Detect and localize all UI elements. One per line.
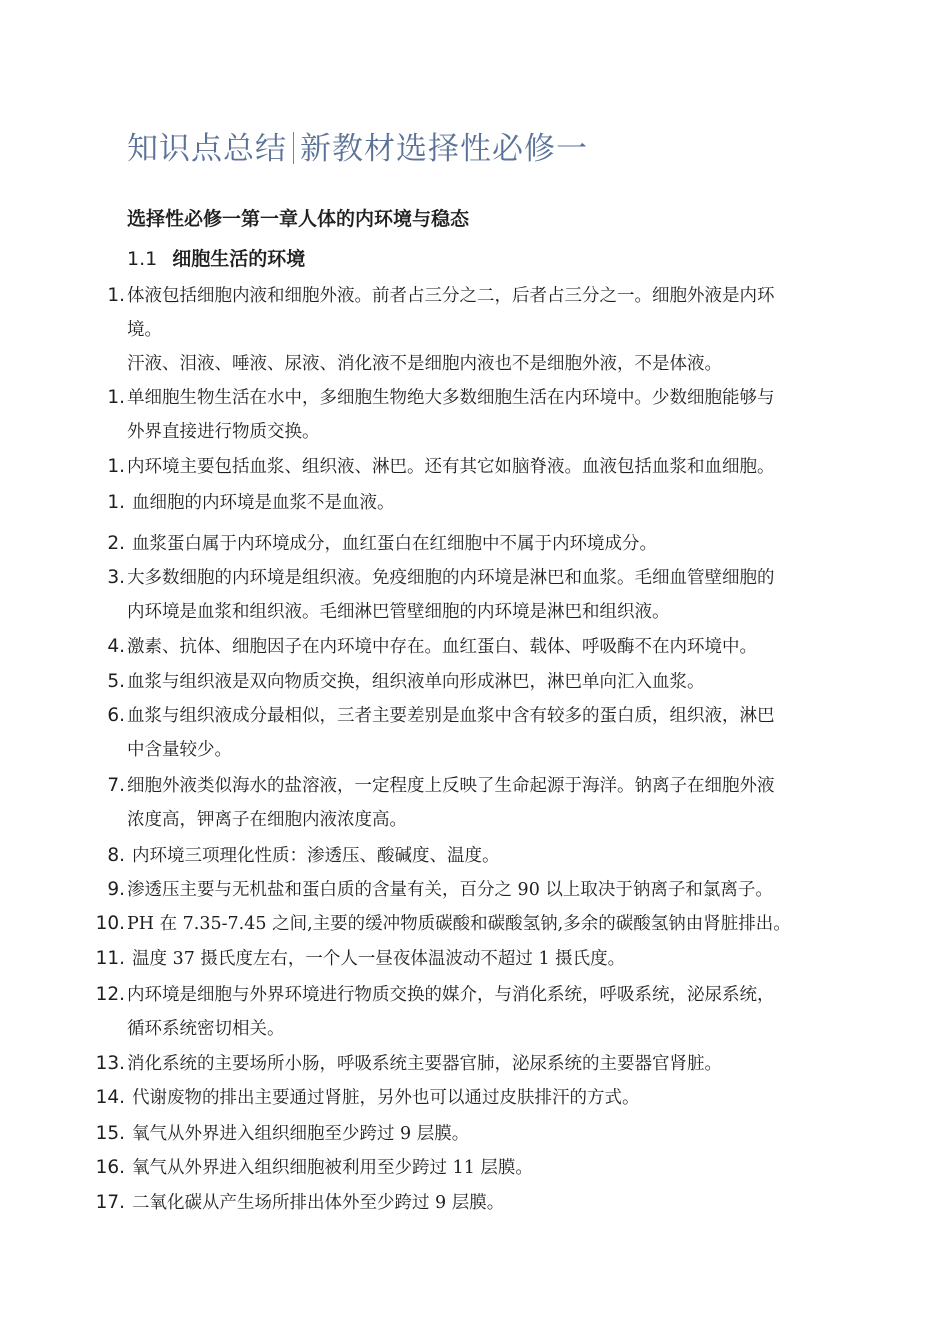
list-item: [0, 665, 950, 699]
item-number: 9.: [107, 879, 125, 900]
item-number: 6.: [107, 705, 125, 726]
list-item: [0, 873, 950, 907]
item-text: 血细胞的内环境是血浆不是血液。: [132, 493, 395, 513]
item-text: 内环境是血浆和组织液。毛细淋巴管壁细胞的内环境是淋巴和组织液。: [127, 602, 670, 622]
section-number: 1.1: [127, 248, 158, 270]
section-title: 细胞生活的环境: [172, 248, 306, 270]
item-text: 血浆与组织液成分最相似，三者主要差别是血浆中含有较多的蛋白质，组织液，淋巴: [127, 706, 775, 726]
item-text: 内环境三项理化性质：渗透压、酸碱度、温度。: [132, 846, 500, 866]
item-text: 氧气从外界进入组织细胞至少跨过 9 层膜。: [132, 1124, 470, 1144]
section-heading: [127, 245, 305, 273]
item-number: 4.: [107, 636, 125, 657]
item-number: 3.: [107, 567, 125, 588]
item-text: 体液包括细胞内液和细胞外液。前者占三分之二，后者占三分之一。细胞外液是内环: [127, 286, 775, 306]
item-number: 8.: [107, 845, 125, 866]
item-number: 11.: [95, 948, 125, 969]
title-separator: [293, 132, 294, 164]
item-text: 激素、抗体、细胞因子在内环境中存在。血红蛋白、载体、呼吸酶不在内环境中。: [127, 637, 757, 657]
list-item: [0, 630, 950, 664]
item-number: 14.: [95, 1087, 125, 1108]
list-item: [0, 1081, 950, 1115]
item-text: 消化系统的主要场所小肠，呼吸系统主要器官肺，泌尿系统的主要器官肾脏。: [127, 1054, 722, 1074]
item-number: 1.: [107, 456, 125, 477]
item-text: 血浆与组织液是双向物质交换，组织液单向形成淋巴，淋巴单向汇入血浆。: [127, 672, 705, 692]
chapter-heading: 选择性必修一第一章人体的内环境与稳态: [127, 208, 470, 230]
item-text: PH 在 7.35-7.45 之间,主要的缓冲物质碳酸和碳酸氢钠,多余的碳酸氢钠由肾脏排出。: [127, 914, 791, 934]
list-item: [0, 769, 950, 837]
item-number: 12.: [95, 984, 125, 1005]
item-text: 代谢废物的排出主要通过肾脏，另外也可以通过皮肤排汗的方式。: [132, 1088, 640, 1108]
item-text: 内环境主要包括血浆、组织液、淋巴。还有其它如脑脊液。血液包括血浆和血细胞。: [127, 457, 775, 477]
list-item: [0, 978, 950, 1046]
list-item: [0, 1151, 950, 1185]
list-item: [0, 486, 950, 520]
item-number: 2.: [107, 533, 125, 554]
item-text: 单细胞生物生活在水中，多细胞生物绝大多数细胞生活在内环境中。少数细胞能够与: [127, 388, 775, 408]
item-number: 1.: [107, 387, 125, 408]
item-text: 温度 37 摄氏度左右，一个人一昼夜体温波动不超过 1 摄氏度。: [132, 949, 626, 969]
list-item: [0, 279, 950, 381]
item-number: 16.: [95, 1157, 125, 1178]
item-number: 5.: [107, 671, 125, 692]
item-number: 10.: [95, 913, 125, 934]
list-item: [0, 1047, 950, 1081]
list-item: [0, 561, 950, 629]
list-item: [0, 450, 950, 484]
list-item: [0, 1186, 950, 1220]
item-text: 细胞外液类似海水的盐溶液，一定程度上反映了生命起源于海洋。钠离子在细胞外液: [127, 776, 775, 796]
list-item: [0, 839, 950, 873]
item-number: 7.: [107, 775, 125, 796]
item-number: 1.: [107, 492, 125, 513]
title-left: 知识点总结: [127, 131, 287, 167]
item-text: 渗透压主要与无机盐和蛋白质的含量有关，百分之 90 以上取决于钠离子和氯离子。: [127, 880, 773, 900]
list-item: [0, 1117, 950, 1151]
item-number: 17.: [95, 1192, 125, 1213]
title-right: 新教材选择性必修一: [300, 131, 588, 167]
item-text: 二氧化碳从产生场所排出体外至少跨过 9 层膜。: [132, 1193, 505, 1213]
item-number: 13.: [95, 1053, 125, 1074]
item-number: 15.: [95, 1123, 125, 1144]
item-text: 中含量较少。: [127, 740, 232, 760]
item-text: 浓度高，钾离子在细胞内液浓度高。: [127, 810, 407, 830]
item-text: 境。: [127, 320, 162, 340]
list-item: [0, 942, 950, 976]
item-number: 1.: [107, 285, 125, 306]
document-title: [127, 127, 588, 171]
list-item: [0, 699, 950, 767]
item-text: 汗液、泪液、唾液、尿液、消化液不是细胞内液也不是细胞外液，不是体液。: [127, 354, 722, 374]
list-item: [0, 907, 950, 941]
item-text: 氧气从外界进入组织细胞被利用至少跨过 11 层膜。: [132, 1158, 533, 1178]
item-text: 循环系统密切相关。: [127, 1019, 285, 1039]
item-text: 血浆蛋白属于内环境成分，血红蛋白在红细胞中不属于内环境成分。: [132, 534, 657, 554]
list-item: [0, 527, 950, 561]
item-text: 外界直接进行物质交换。: [127, 422, 320, 442]
item-text: 大多数细胞的内环境是组织液。免疫细胞的内环境是淋巴和血浆。毛细血管壁细胞的: [127, 568, 775, 588]
list-item: [0, 381, 950, 449]
item-text: 内环境是细胞与外界环境进行物质交换的媒介，与消化系统，呼吸系统，泌尿系统，: [127, 985, 775, 1005]
